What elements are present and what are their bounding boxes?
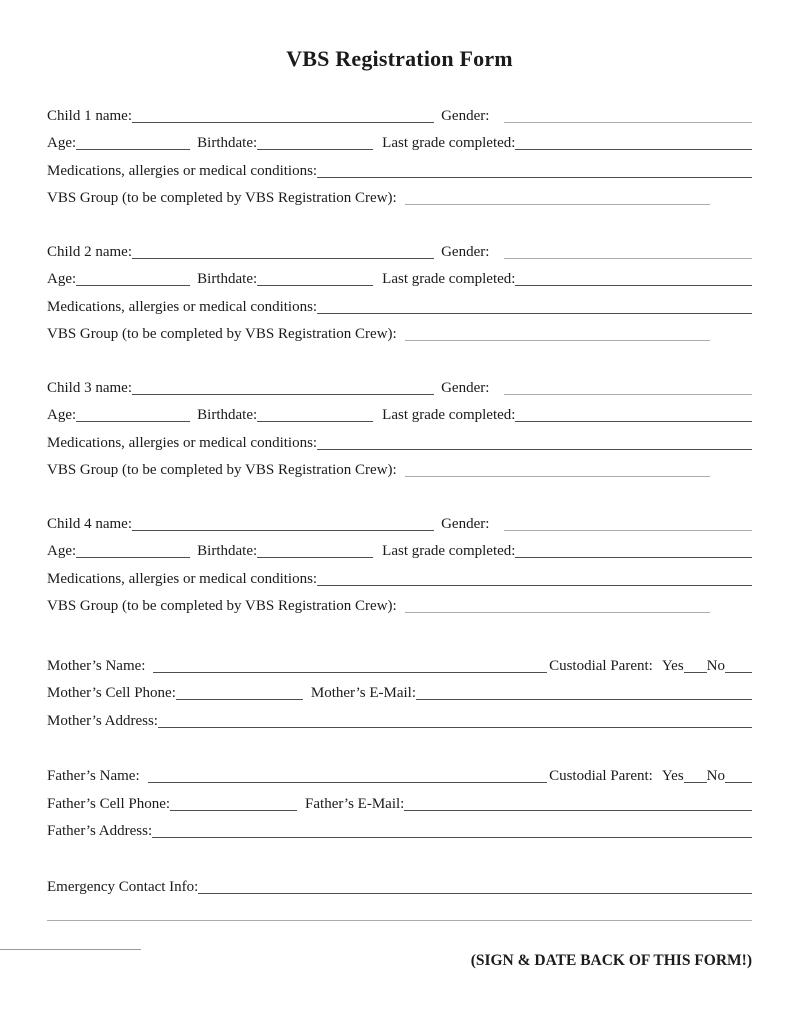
child-4-medications-label: Medications, allergies or medical conditions: — [47, 570, 318, 587]
emergency-contact-blank[interactable] — [198, 893, 752, 894]
mother-custodial-yes-blank[interactable] — [684, 672, 707, 673]
child-1-birthdate-blank[interactable] — [257, 149, 373, 150]
father-custodial-no-label: No — [706, 768, 725, 784]
father-address-row — [47, 814, 752, 842]
child-4-name-label: Child 4 name: — [47, 515, 132, 532]
child-2-vbs-group-label: VBS Group (to be completed by VBS Registration Crew): — [47, 326, 397, 342]
mother-address-blank[interactable] — [158, 727, 752, 728]
mother-address-row — [47, 703, 752, 731]
mother-custodial-no-label: No — [706, 657, 725, 674]
child-1-last-grade-label: Last grade completed: — [382, 135, 516, 151]
child-4-age-blank[interactable] — [76, 557, 190, 558]
bottom-left-stub-line — [0, 949, 141, 950]
father-custodial-yes-blank[interactable] — [684, 782, 707, 783]
child-4-age-label: Age: — [47, 543, 77, 559]
father-email-blank[interactable] — [404, 810, 752, 811]
father-email-label: Father’s E-Mail: — [305, 795, 405, 812]
child-1-medications-row — [47, 153, 752, 181]
child-1-age-label: Age: — [47, 135, 77, 151]
father-cell-blank[interactable] — [170, 810, 297, 811]
father-custodial-no-blank[interactable] — [725, 782, 752, 783]
child-3-gender-label: Gender: — [441, 379, 490, 396]
child-3-name-row — [47, 370, 752, 398]
mother-section — [47, 648, 752, 731]
child-1-name-label: Child 1 name: — [47, 107, 132, 124]
child-3-section — [47, 370, 752, 480]
child-2-medications-row — [47, 289, 752, 317]
child-4-birthdate-label: Birthdate: — [197, 543, 258, 559]
child-3-age-row — [47, 398, 752, 426]
mother-custodial-label: Custodial Parent: — [549, 657, 653, 674]
child-2-age-label: Age: — [47, 271, 77, 287]
child-4-gender-label: Gender: — [441, 515, 490, 532]
child-4-medications-blank[interactable] — [317, 585, 752, 586]
child-2-gender-blank[interactable] — [504, 258, 752, 259]
father-contact-row — [47, 786, 752, 814]
father-address-blank[interactable] — [152, 837, 752, 838]
child-3-last-grade-blank[interactable] — [515, 421, 752, 422]
emergency-section — [47, 869, 752, 924]
father-section — [47, 759, 752, 842]
child-3-last-grade-label: Last grade completed: — [382, 407, 516, 423]
child-2-age-blank[interactable] — [76, 285, 190, 286]
child-2-medications-blank[interactable] — [317, 313, 752, 314]
child-1-vbs-group-label: VBS Group (to be completed by VBS Registration Crew): — [47, 190, 397, 206]
child-4-vbs-group-label: VBS Group (to be completed by VBS Registration Crew): — [47, 598, 397, 614]
mother-email-label: Mother’s E-Mail: — [310, 685, 417, 701]
father-name-blank[interactable] — [148, 782, 547, 783]
child-1-vbs-group-row — [47, 181, 752, 209]
page-title: VBS Registration Form — [286, 46, 513, 71]
child-1-gender-label: Gender: — [441, 107, 490, 124]
mother-cell-label: Mother’s Cell Phone: — [47, 685, 176, 701]
father-custodial-label: Custodial Parent: — [549, 768, 653, 784]
child-4-section — [47, 506, 752, 616]
child-2-age-row — [47, 262, 752, 290]
child-1-section — [47, 98, 752, 208]
child-4-name-blank[interactable] — [132, 530, 434, 531]
child-3-birthdate-label: Birthdate: — [197, 407, 258, 423]
child-2-name-blank[interactable] — [132, 258, 434, 259]
emergency-contact-blank-2[interactable] — [47, 920, 752, 921]
child-1-medications-blank[interactable] — [317, 177, 752, 178]
mother-contact-row — [47, 676, 752, 704]
father-address-label: Father’s Address: — [47, 823, 153, 839]
child-4-last-grade-blank[interactable] — [515, 557, 752, 558]
child-4-age-row — [47, 534, 752, 562]
child-1-birthdate-label: Birthdate: — [197, 135, 258, 151]
mother-cell-blank[interactable] — [176, 699, 303, 700]
mother-email-blank[interactable] — [416, 699, 752, 700]
child-1-name-blank[interactable] — [132, 122, 434, 123]
child-3-name-blank[interactable] — [132, 394, 434, 395]
child-3-vbs-group-blank[interactable] — [405, 476, 710, 477]
form-content — [47, 0, 752, 972]
child-2-vbs-group-row — [47, 317, 752, 345]
father-custodial-yes-label: Yes — [661, 768, 684, 784]
child-2-section — [47, 234, 752, 344]
child-2-last-grade-label: Last grade completed: — [382, 271, 516, 287]
mother-name-row — [47, 648, 752, 676]
father-cell-label: Father’s Cell Phone: — [47, 795, 171, 812]
child-2-gender-label: Gender: — [441, 243, 490, 260]
child-2-birthdate-label: Birthdate: — [197, 271, 258, 287]
child-1-age-blank[interactable] — [76, 149, 190, 150]
sign-date-note: (SIGN & DATE BACK OF THIS FORM!) — [470, 952, 752, 969]
child-2-name-row — [47, 234, 752, 262]
father-name-label: Father’s Name: — [47, 768, 140, 784]
child-4-birthdate-blank[interactable] — [257, 557, 373, 558]
child-3-age-label: Age: — [47, 407, 77, 423]
child-3-birthdate-blank[interactable] — [257, 421, 373, 422]
child-2-vbs-group-blank[interactable] — [405, 340, 710, 341]
child-2-last-grade-blank[interactable] — [515, 285, 752, 286]
father-name-row — [47, 759, 752, 787]
emergency-contact-row-2 — [47, 897, 752, 925]
child-3-medications-label: Medications, allergies or medical conditions: — [47, 434, 318, 451]
child-1-age-row — [47, 126, 752, 154]
child-4-vbs-group-row — [47, 589, 752, 617]
child-3-vbs-group-label: VBS Group (to be completed by VBS Registration Crew): — [47, 462, 397, 478]
child-4-vbs-group-blank[interactable] — [405, 612, 710, 613]
child-1-medications-label: Medications, allergies or medical conditions: — [47, 162, 318, 179]
emergency-contact-row — [47, 869, 752, 897]
child-2-medications-label: Medications, allergies or medical conditions: — [47, 298, 318, 315]
child-2-birthdate-blank[interactable] — [257, 285, 373, 286]
child-4-medications-row — [47, 561, 752, 589]
mother-name-label: Mother’s Name: — [47, 657, 146, 674]
child-3-vbs-group-row — [47, 453, 752, 481]
child-3-name-label: Child 3 name: — [47, 379, 132, 396]
mother-address-label: Mother’s Address: — [47, 712, 158, 729]
child-2-name-label: Child 2 name: — [47, 243, 132, 260]
child-1-gender-blank[interactable] — [504, 122, 752, 123]
child-1-vbs-group-blank[interactable] — [405, 204, 710, 205]
child-3-age-blank[interactable] — [76, 421, 190, 422]
mother-custodial-yes-label: Yes — [661, 657, 684, 674]
emergency-contact-label: Emergency Contact Info: — [47, 878, 199, 895]
child-3-medications-blank[interactable] — [317, 449, 752, 450]
child-3-gender-blank[interactable] — [504, 394, 752, 395]
child-3-medications-row — [47, 425, 752, 453]
child-4-last-grade-label: Last grade completed: — [382, 543, 516, 559]
child-1-last-grade-blank[interactable] — [515, 149, 752, 150]
child-4-gender-blank[interactable] — [504, 530, 752, 531]
child-1-name-row — [47, 98, 752, 126]
child-4-name-row — [47, 506, 752, 534]
mother-name-blank[interactable] — [153, 672, 547, 673]
mother-custodial-no-blank[interactable] — [725, 672, 752, 673]
